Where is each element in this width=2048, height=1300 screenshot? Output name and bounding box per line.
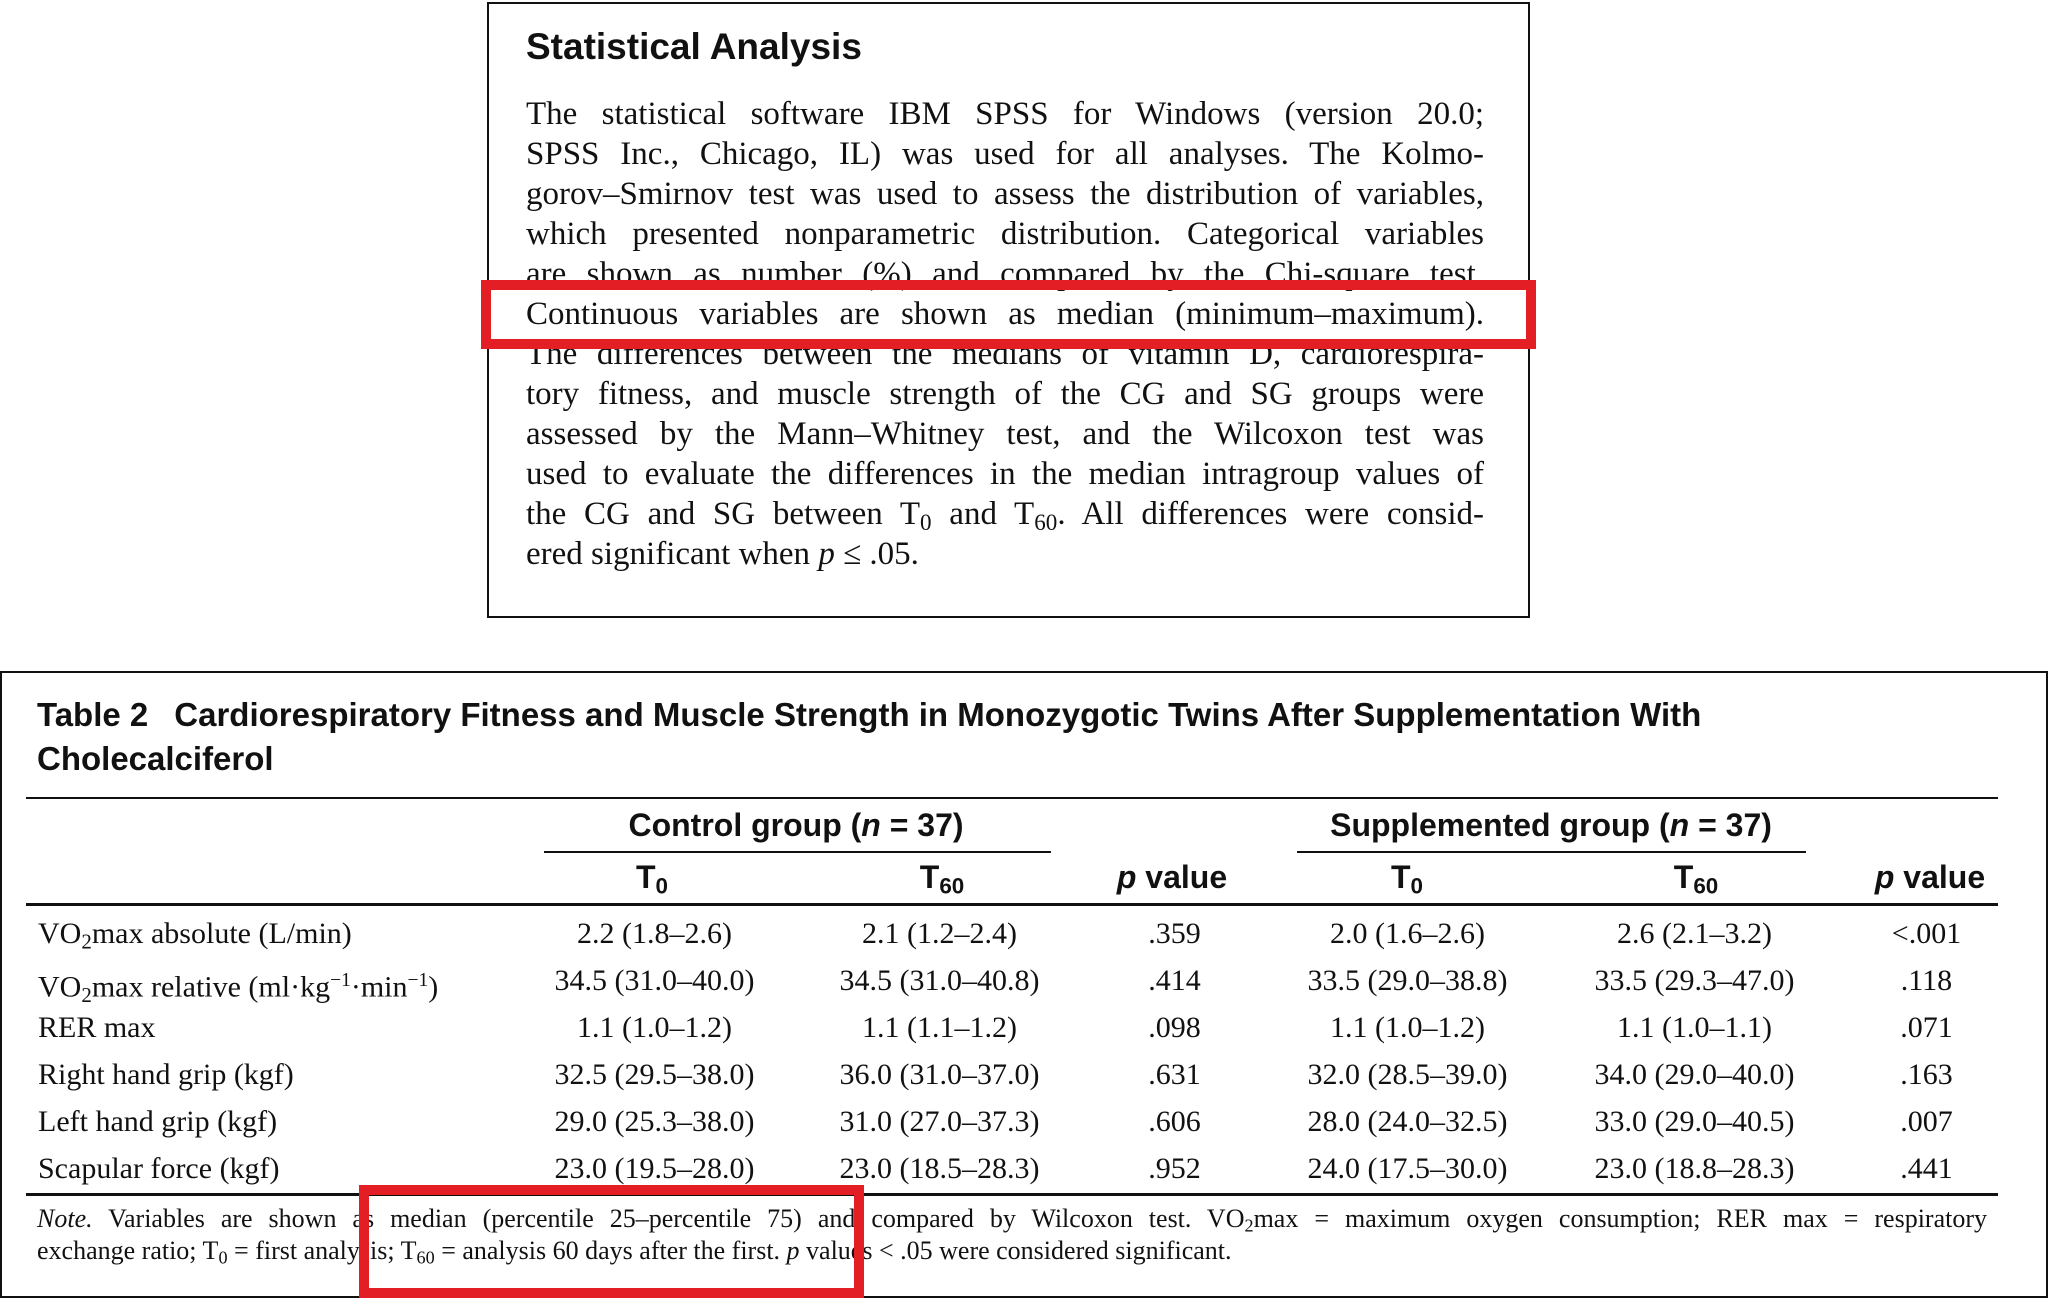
text-run: VO [38, 970, 82, 1004]
text-run: ≤ .05. [834, 536, 919, 572]
cell-sg-t60: 34.0 (29.0–40.0) [1594, 1058, 1795, 1091]
table-title [37, 693, 1937, 781]
note-line [37, 1235, 1987, 1267]
italic-p: p [1116, 859, 1137, 895]
row-label: Left hand grip (kgf) [38, 1105, 278, 1138]
time-label: T [1391, 859, 1411, 895]
body-line: used to evaluate the differences in the median intragroup values of [526, 456, 1484, 492]
italic-p: p [818, 536, 835, 572]
table-row [2, 958, 2048, 1007]
body-line-highlighted: Continuous variables are shown as median (minimum–maximum). [526, 296, 1484, 332]
text-run: Variables are shown as median (percentile 25–percentile 75) and compared by Wilcoxon test. VO [92, 1204, 1245, 1233]
subscript: 2 [81, 929, 92, 954]
text-run: max = maximum oxygen consumption; RER max = respiratory [1253, 1204, 1987, 1233]
cell-sg-p: .007 [1900, 1105, 1953, 1138]
row-label [38, 911, 352, 964]
body-line: The statistical software IBM SPSS for Windows (version 20.0; [526, 96, 1484, 132]
subscript: 0 [655, 873, 668, 899]
body-line [526, 534, 1484, 574]
body-line [526, 494, 1484, 534]
cell-sg-t0: 33.5 (29.0–38.8) [1307, 964, 1508, 997]
time-label: T [919, 859, 940, 895]
cell-cg-t60: 31.0 (27.0–37.3) [839, 1105, 1040, 1138]
body-line: assessed by the Mann–Whitney test, and the Wilcoxon test was [526, 416, 1484, 452]
subscript: 60 [939, 873, 965, 899]
text-run: max absolute (L/min) [91, 917, 352, 950]
cell-cg-t0: 32.5 (29.5–38.0) [554, 1058, 755, 1091]
table-row [2, 911, 2048, 957]
header-cg-t0 [552, 859, 752, 900]
p-value-label: value [1136, 859, 1228, 895]
cell-cg-t60: 23.0 (18.5–28.3) [839, 1152, 1040, 1185]
subscript: 0 [218, 1247, 228, 1268]
cell-cg-p: .606 [1148, 1105, 1201, 1138]
group-rule-control [544, 851, 1051, 853]
text-run: the CG and SG between T [526, 496, 921, 532]
cell-sg-t0: 32.0 (28.5–39.0) [1307, 1058, 1508, 1091]
body-line: are shown as number (%) and compared by the Chi-square test. [526, 256, 1484, 292]
cell-cg-t0: 34.5 (31.0–40.0) [554, 964, 755, 997]
cell-cg-t0: 1.1 (1.0–1.2) [577, 1011, 732, 1044]
cell-sg-t60: 2.6 (2.1–3.2) [1617, 917, 1772, 950]
text-run: values < .05 were considered significant. [799, 1236, 1232, 1265]
subscript: 60 [1034, 508, 1058, 535]
cell-sg-p: .163 [1900, 1058, 1953, 1091]
row-label: Right hand grip (kgf) [38, 1058, 294, 1091]
group-header-supplemented [1295, 807, 1807, 844]
subscript: 0 [1410, 873, 1423, 899]
cell-sg-t0: 24.0 (17.5–30.0) [1307, 1152, 1508, 1185]
header-sg-t60 [1596, 859, 1796, 900]
group-name: Supplemented group ( [1330, 807, 1670, 843]
highlight-box-continuous-variables [481, 280, 1536, 349]
cell-cg-p: .631 [1148, 1058, 1201, 1091]
cell-cg-p: .952 [1148, 1152, 1201, 1185]
header-cg-t60 [842, 859, 1042, 900]
text-run: ered significant when [526, 536, 819, 572]
header-rule [26, 903, 1998, 906]
table-note [37, 1203, 1987, 1267]
cell-sg-t60: 1.1 (1.0–1.1) [1617, 1011, 1772, 1044]
text-run: ) [428, 970, 439, 1004]
superscript: −1 [330, 970, 351, 991]
text-run: max relative (ml·kg [91, 970, 331, 1004]
group-rule-supplemented [1297, 851, 1806, 853]
group-name: Control group ( [628, 807, 862, 843]
cell-cg-t60: 2.1 (1.2–2.4) [862, 917, 1017, 950]
subscript: 60 [416, 1247, 435, 1268]
body-line: gorov–Smirnov test was used to assess the distribution of variables, [526, 176, 1484, 212]
note-line [37, 1203, 1987, 1235]
time-label: T [1673, 859, 1694, 895]
text-run: = analysis 60 days after the first. [434, 1236, 787, 1265]
cell-sg-p: <.001 [1891, 917, 1962, 950]
highlight-box-note [359, 1185, 864, 1298]
cell-cg-t0: 29.0 (25.3–38.0) [554, 1105, 755, 1138]
subscript: 60 [1693, 873, 1719, 899]
cell-sg-p: .071 [1900, 1011, 1953, 1044]
superscript: −1 [407, 970, 429, 991]
table-label: Table 2 [37, 696, 149, 733]
italic-n: n [1669, 807, 1690, 843]
header-cg-p-value [1092, 859, 1252, 896]
body-line: The differences between the medians of vitamin D, cardiorespira- [526, 336, 1484, 372]
row-label: Scapular force (kgf) [38, 1152, 280, 1185]
table-row [2, 1005, 2048, 1051]
body-line: which presented nonparametric distribution. Categorical variables [526, 216, 1484, 252]
subscript: 2 [1244, 1215, 1254, 1236]
p-value-label: value [1894, 859, 1986, 895]
top-rule [26, 797, 1998, 799]
table-row [2, 1099, 2048, 1145]
text-run: VO [38, 917, 82, 950]
text-run: exchange ratio; T [37, 1236, 219, 1265]
row-label: RER max [38, 1011, 156, 1044]
section-title: Statistical Analysis [526, 26, 862, 67]
table-title-text: Cardiorespiratory Fitness and Muscle Strength in Monozygotic Twins After Supplementation With Cholecalciferol [37, 696, 1702, 777]
subscript: 2 [81, 982, 92, 1007]
header-sg-t0 [1307, 859, 1507, 900]
group-n: = 37) [880, 807, 964, 843]
text-run: ·min [350, 970, 408, 1004]
text-run: and T [931, 496, 1035, 532]
body-line: tory fitness, and muscle strength of the CG and SG groups were [526, 376, 1484, 412]
subscript: 0 [920, 508, 932, 535]
cell-sg-t0: 2.0 (1.6–2.6) [1330, 917, 1485, 950]
cell-cg-t60: 36.0 (31.0–37.0) [839, 1058, 1040, 1091]
text-run: = first analysis; T [227, 1236, 417, 1265]
cell-cg-t0: 2.2 (1.8–2.6) [577, 917, 732, 950]
table-row [2, 1146, 2048, 1192]
italic-n: n [861, 807, 881, 843]
header-sg-p-value [1850, 859, 2010, 896]
cell-cg-t0: 23.0 (19.5–28.0) [554, 1152, 755, 1185]
cell-cg-t60: 1.1 (1.1–1.2) [862, 1011, 1017, 1044]
cell-sg-p: .118 [1900, 964, 1953, 997]
cell-cg-p: .359 [1148, 917, 1201, 950]
cell-cg-t60: 34.5 (31.0–40.8) [839, 964, 1040, 997]
cell-cg-p: .414 [1148, 964, 1201, 997]
italic-p: p [786, 1236, 800, 1265]
cell-sg-t60: 33.5 (29.3–47.0) [1594, 964, 1795, 997]
cell-sg-t0: 28.0 (24.0–32.5) [1307, 1105, 1508, 1138]
table-2-box [0, 671, 2048, 1298]
group-n: = 37) [1689, 807, 1772, 843]
note-label: Note. [37, 1204, 93, 1233]
cell-sg-t60: 23.0 (18.8–28.3) [1594, 1152, 1795, 1185]
table-row [2, 1052, 2048, 1098]
cell-sg-t0: 1.1 (1.0–1.2) [1330, 1011, 1485, 1044]
group-header-control [542, 807, 1050, 844]
cell-sg-t60: 33.0 (29.0–40.5) [1594, 1105, 1795, 1138]
cell-cg-p: .098 [1148, 1011, 1201, 1044]
text-run: . All differences were consid- [1057, 496, 1484, 532]
cell-sg-p: .441 [1900, 1152, 1953, 1185]
body-line: SPSS Inc., Chicago, IL) was used for all analyses. The Kolmo- [526, 136, 1484, 172]
bottom-rule [26, 1193, 1998, 1196]
italic-p: p [1874, 859, 1895, 895]
time-label: T [636, 859, 656, 895]
